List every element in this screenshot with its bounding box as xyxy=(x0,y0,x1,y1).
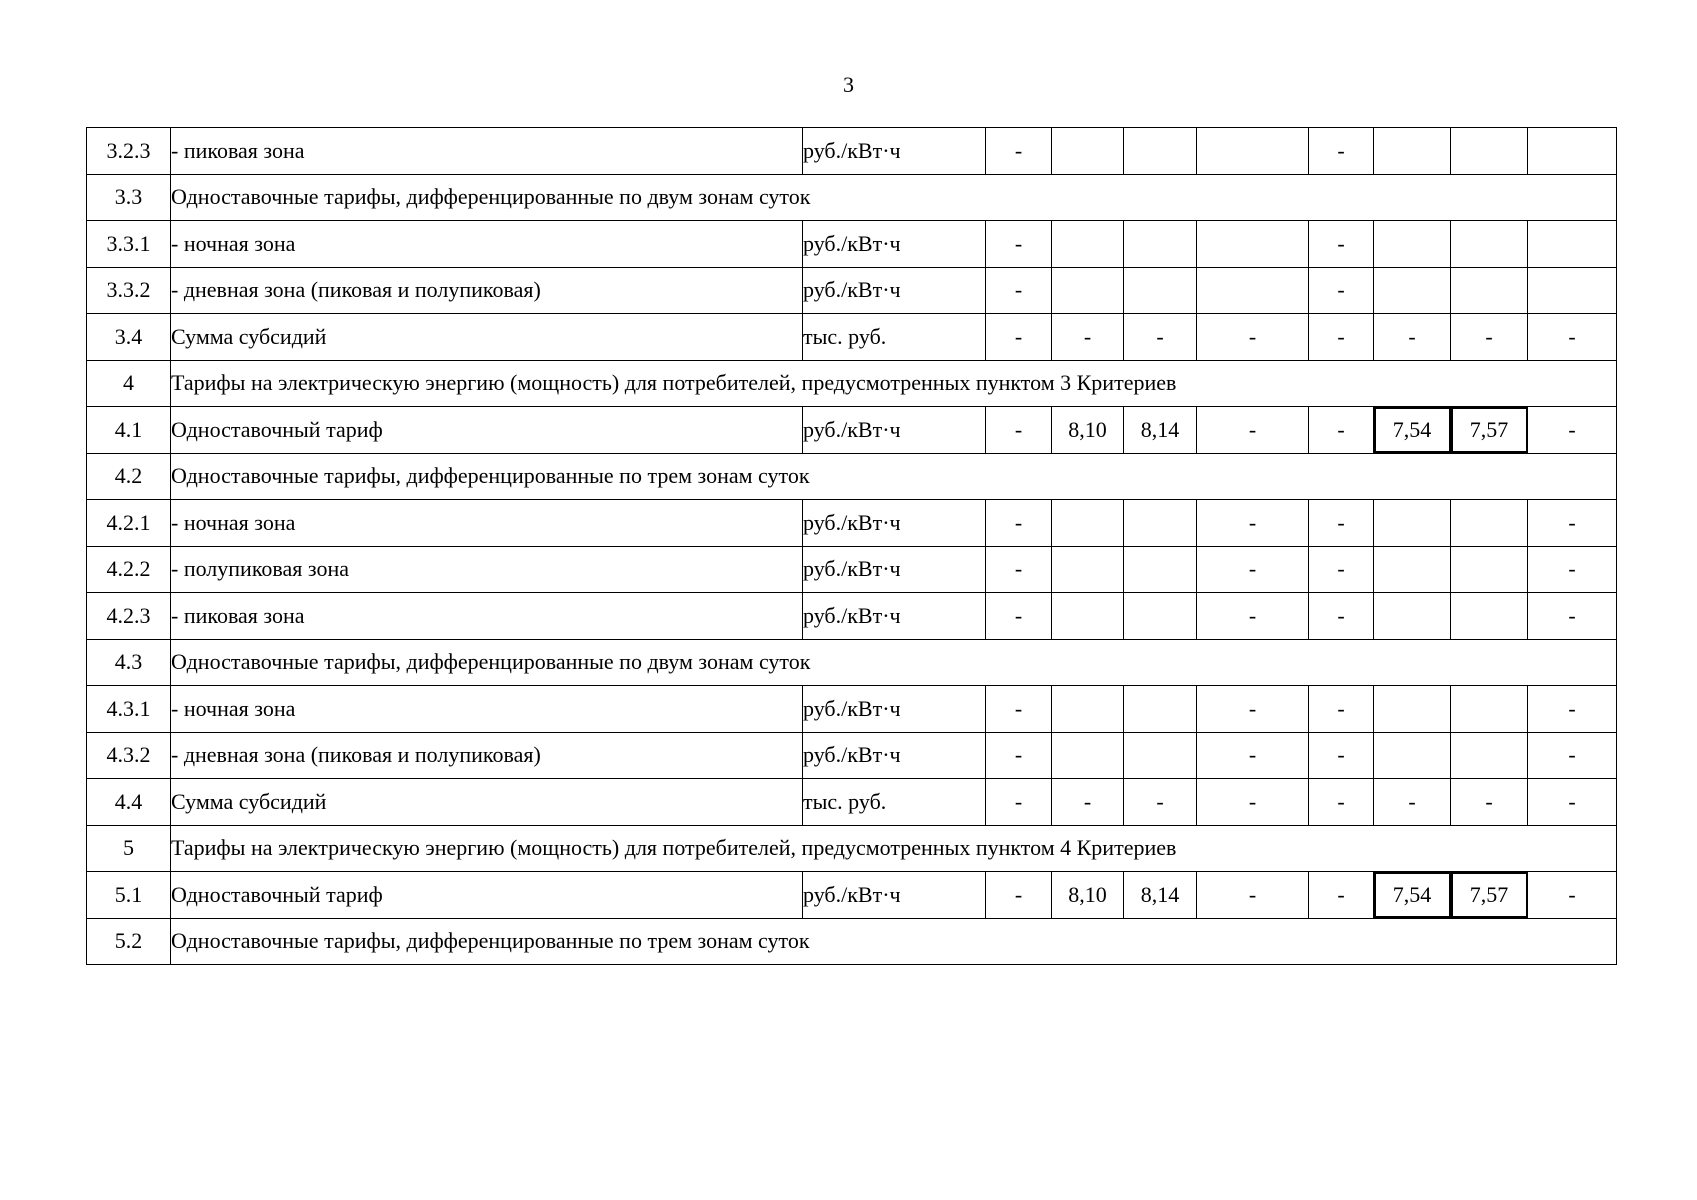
value-cell xyxy=(1052,267,1124,314)
value-cell: - xyxy=(1309,500,1374,547)
value-cell xyxy=(1528,221,1617,268)
value-cell: - xyxy=(1528,500,1617,547)
section-title: Одноставочные тарифы, дифференцированные по двум зонам суток xyxy=(171,639,1617,686)
value-cell: - xyxy=(1052,779,1124,826)
row-name: - ночная зона xyxy=(171,686,803,733)
value-cell xyxy=(1451,686,1528,733)
row-name: - полупиковая зона xyxy=(171,546,803,593)
value-cell: - xyxy=(986,686,1052,733)
value-cell: - xyxy=(1197,686,1309,733)
value-cell: - xyxy=(1374,779,1451,826)
row-number: 4 xyxy=(87,360,171,407)
value-cell xyxy=(1124,128,1197,175)
value-cell xyxy=(1052,593,1124,640)
value-cell xyxy=(1374,500,1451,547)
row-name: Одноставочный тариф xyxy=(171,407,803,454)
value-cell: - xyxy=(986,593,1052,640)
value-cell: 7,54 xyxy=(1374,872,1451,919)
section-row xyxy=(87,639,1617,686)
value-cell: - xyxy=(986,314,1052,361)
row-number: 4.3.1 xyxy=(87,686,171,733)
row-unit: тыс. руб. xyxy=(803,779,986,826)
row-number: 4.2.2 xyxy=(87,546,171,593)
value-cell: - xyxy=(1197,546,1309,593)
row-name: Сумма субсидий xyxy=(171,314,803,361)
row-unit: руб./кВт·ч xyxy=(803,546,986,593)
value-cell: - xyxy=(1309,779,1374,826)
value-cell: - xyxy=(986,779,1052,826)
tariff-table-body xyxy=(87,128,1617,965)
value-cell: - xyxy=(1528,732,1617,779)
value-cell xyxy=(1124,732,1197,779)
value-cell xyxy=(1052,546,1124,593)
value-cell xyxy=(1374,267,1451,314)
value-cell xyxy=(1451,267,1528,314)
row-unit: руб./кВт·ч xyxy=(803,128,986,175)
section-title: Одноставочные тарифы, дифференцированные по трем зонам суток xyxy=(171,918,1617,965)
row-unit: тыс. руб. xyxy=(803,314,986,361)
value-cell: 8,10 xyxy=(1052,872,1124,919)
value-cell: - xyxy=(1309,314,1374,361)
row-number: 3.3.2 xyxy=(87,267,171,314)
value-cell: - xyxy=(1309,593,1374,640)
value-cell: - xyxy=(1374,314,1451,361)
value-cell xyxy=(1124,593,1197,640)
table-row xyxy=(87,407,1617,454)
value-cell xyxy=(1374,732,1451,779)
section-row xyxy=(87,825,1617,872)
row-unit: руб./кВт·ч xyxy=(803,267,986,314)
value-cell: - xyxy=(1309,407,1374,454)
section-title: Одноставочные тарифы, дифференцированные по двум зонам суток xyxy=(171,174,1617,221)
row-name: Одноставочный тариф xyxy=(171,872,803,919)
row-number: 4.2.3 xyxy=(87,593,171,640)
value-cell: - xyxy=(1528,593,1617,640)
value-cell xyxy=(1052,128,1124,175)
row-name: - ночная зона xyxy=(171,221,803,268)
row-unit: руб./кВт·ч xyxy=(803,500,986,547)
value-cell: - xyxy=(1309,267,1374,314)
section-title: Тарифы на электрическую энергию (мощность) для потребителей, предусмотренных пунктом 3 Критериев xyxy=(171,360,1617,407)
value-cell xyxy=(1197,267,1309,314)
row-number: 3.3 xyxy=(87,174,171,221)
value-cell: 7,57 xyxy=(1451,407,1528,454)
row-unit: руб./кВт·ч xyxy=(803,221,986,268)
value-cell: - xyxy=(1528,546,1617,593)
value-cell: - xyxy=(1197,314,1309,361)
value-cell: 8,14 xyxy=(1124,407,1197,454)
value-cell: - xyxy=(986,407,1052,454)
row-name: - пиковая зона xyxy=(171,593,803,640)
row-number: 4.1 xyxy=(87,407,171,454)
row-number: 3.2.3 xyxy=(87,128,171,175)
row-name: - дневная зона (пиковая и полупиковая) xyxy=(171,267,803,314)
table-row xyxy=(87,686,1617,733)
value-cell: - xyxy=(1309,732,1374,779)
value-cell xyxy=(1052,221,1124,268)
value-cell xyxy=(1124,267,1197,314)
value-cell xyxy=(1052,686,1124,733)
value-cell: - xyxy=(1197,407,1309,454)
value-cell xyxy=(1374,686,1451,733)
value-cell xyxy=(1374,546,1451,593)
value-cell xyxy=(1451,500,1528,547)
value-cell xyxy=(1374,128,1451,175)
value-cell xyxy=(1197,221,1309,268)
row-unit: руб./кВт·ч xyxy=(803,686,986,733)
tariff-table xyxy=(86,127,1617,965)
row-number: 4.4 xyxy=(87,779,171,826)
value-cell: - xyxy=(986,732,1052,779)
value-cell: - xyxy=(1052,314,1124,361)
value-cell: - xyxy=(1197,732,1309,779)
row-number: 4.2 xyxy=(87,453,171,500)
value-cell: - xyxy=(986,221,1052,268)
value-cell xyxy=(1052,500,1124,547)
value-cell xyxy=(1451,546,1528,593)
value-cell: 8,10 xyxy=(1052,407,1124,454)
row-unit: руб./кВт·ч xyxy=(803,593,986,640)
row-number: 5 xyxy=(87,825,171,872)
value-cell: 7,57 xyxy=(1451,872,1528,919)
value-cell: - xyxy=(986,546,1052,593)
row-unit: руб./кВт·ч xyxy=(803,872,986,919)
value-cell xyxy=(1124,686,1197,733)
section-row xyxy=(87,174,1617,221)
section-title: Тарифы на электрическую энергию (мощность) для потребителей, предусмотренных пунктом 4 Критериев xyxy=(171,825,1617,872)
section-row xyxy=(87,360,1617,407)
value-cell: - xyxy=(1309,221,1374,268)
row-number: 3.4 xyxy=(87,314,171,361)
row-number: 4.2.1 xyxy=(87,500,171,547)
row-name: Сумма субсидий xyxy=(171,779,803,826)
value-cell: 8,14 xyxy=(1124,872,1197,919)
section-title: Одноставочные тарифы, дифференцированные по трем зонам суток xyxy=(171,453,1617,500)
value-cell: - xyxy=(1451,314,1528,361)
value-cell: - xyxy=(986,267,1052,314)
value-cell: - xyxy=(1197,593,1309,640)
value-cell: - xyxy=(1309,546,1374,593)
row-name: - дневная зона (пиковая и полупиковая) xyxy=(171,732,803,779)
value-cell xyxy=(1374,593,1451,640)
value-cell: - xyxy=(986,872,1052,919)
value-cell: - xyxy=(986,128,1052,175)
row-name: - пиковая зона xyxy=(171,128,803,175)
value-cell: - xyxy=(1197,500,1309,547)
table-row xyxy=(87,500,1617,547)
value-cell: - xyxy=(1124,779,1197,826)
row-name: - ночная зона xyxy=(171,500,803,547)
table-row xyxy=(87,546,1617,593)
row-number: 4.3 xyxy=(87,639,171,686)
page-number: 3 xyxy=(843,72,854,97)
value-cell: - xyxy=(986,500,1052,547)
row-number: 5.2 xyxy=(87,918,171,965)
section-row xyxy=(87,453,1617,500)
value-cell xyxy=(1197,128,1309,175)
section-row xyxy=(87,918,1617,965)
value-cell xyxy=(1374,221,1451,268)
value-cell xyxy=(1528,267,1617,314)
value-cell: - xyxy=(1528,314,1617,361)
value-cell xyxy=(1451,128,1528,175)
value-cell xyxy=(1451,221,1528,268)
value-cell: - xyxy=(1528,407,1617,454)
value-cell xyxy=(1124,500,1197,547)
value-cell: - xyxy=(1528,779,1617,826)
value-cell: - xyxy=(1197,872,1309,919)
value-cell xyxy=(1451,593,1528,640)
value-cell xyxy=(1451,732,1528,779)
value-cell: - xyxy=(1124,314,1197,361)
table-row xyxy=(87,221,1617,268)
row-number: 4.3.2 xyxy=(87,732,171,779)
table-row xyxy=(87,267,1617,314)
table-row xyxy=(87,593,1617,640)
value-cell xyxy=(1124,221,1197,268)
value-cell xyxy=(1528,128,1617,175)
table-row xyxy=(87,872,1617,919)
value-cell: - xyxy=(1197,779,1309,826)
row-number: 5.1 xyxy=(87,872,171,919)
value-cell xyxy=(1052,732,1124,779)
table-row xyxy=(87,779,1617,826)
row-unit: руб./кВт·ч xyxy=(803,407,986,454)
value-cell: 7,54 xyxy=(1374,407,1451,454)
value-cell: - xyxy=(1528,686,1617,733)
table-row xyxy=(87,128,1617,175)
value-cell: - xyxy=(1309,872,1374,919)
value-cell: - xyxy=(1528,872,1617,919)
table-row xyxy=(87,732,1617,779)
value-cell: - xyxy=(1451,779,1528,826)
value-cell xyxy=(1124,546,1197,593)
row-unit: руб./кВт·ч xyxy=(803,732,986,779)
value-cell: - xyxy=(1309,686,1374,733)
value-cell: - xyxy=(1309,128,1374,175)
row-number: 3.3.1 xyxy=(87,221,171,268)
table-row xyxy=(87,314,1617,361)
